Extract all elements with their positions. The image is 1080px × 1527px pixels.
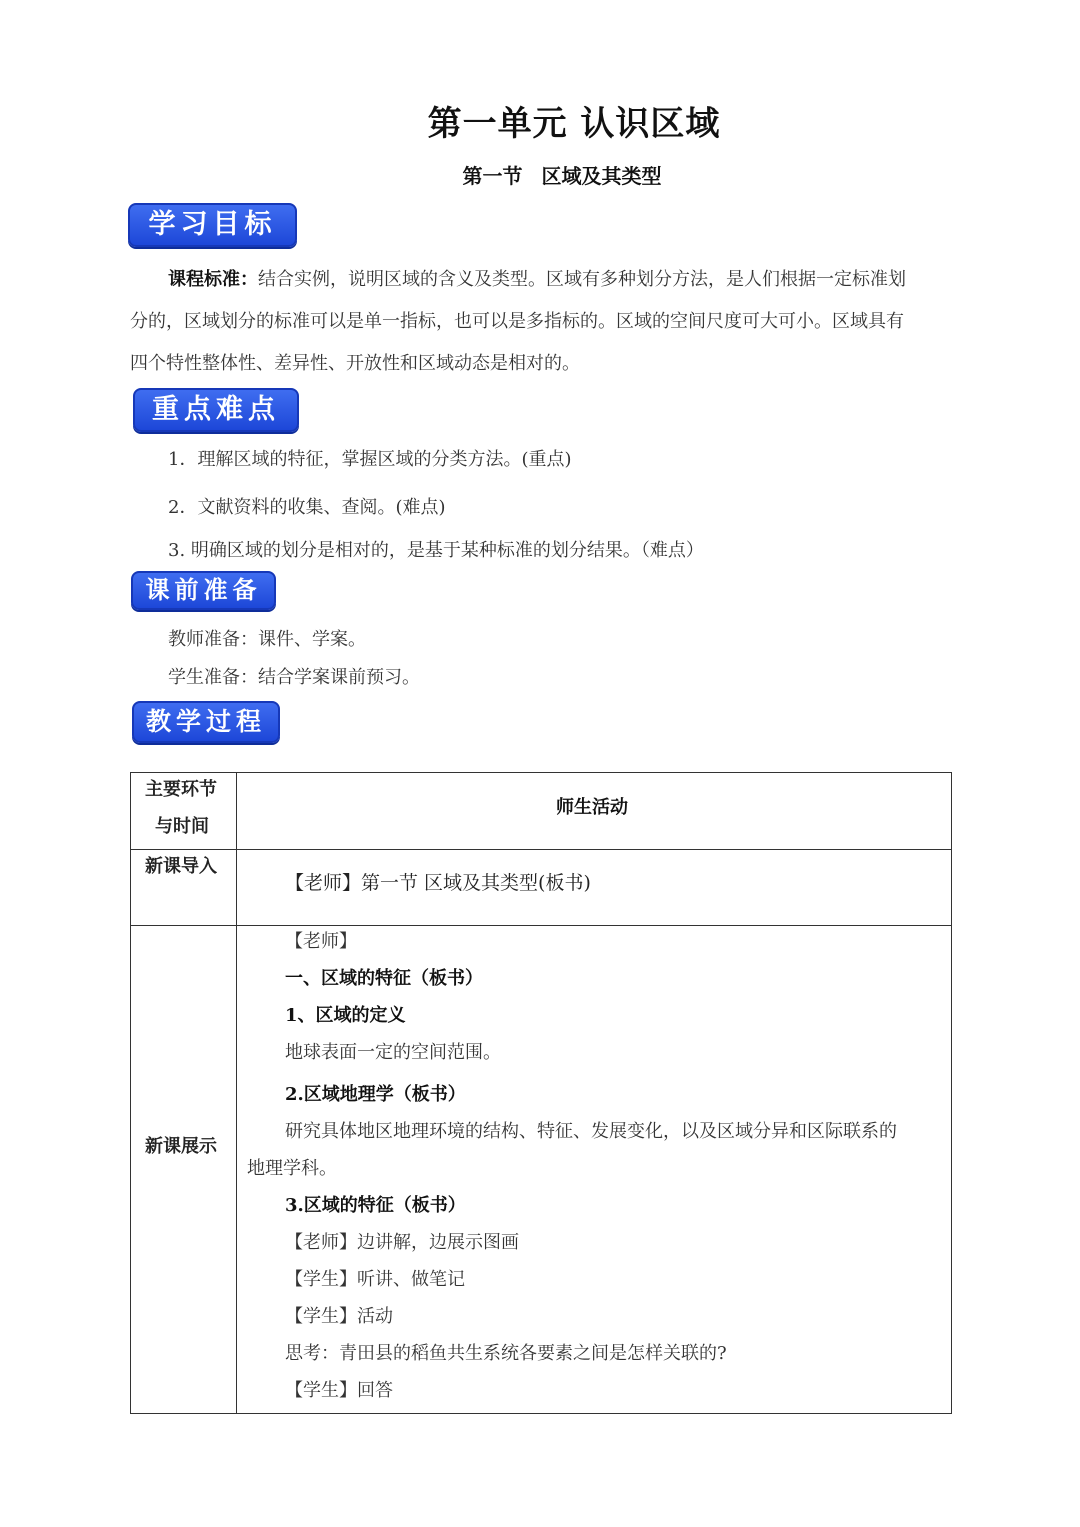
header-cell-activity — [237, 773, 952, 850]
header-stage-line-2: 与时间 — [155, 816, 209, 837]
activity-line-4: 地球表面一定的空间范围。 — [285, 1042, 501, 1063]
table-row-presentation — [131, 926, 952, 1414]
activity-line-9: 【老师】边讲解，边展示图画 — [285, 1232, 519, 1253]
curriculum-standard-label: 课程标准： — [168, 269, 258, 290]
section-subtitle: 第一节 区域及其类型 — [462, 164, 662, 188]
intro-activity-text: 【老师】第一节 区域及其类型(板书) — [285, 872, 591, 894]
activity-line-11: 【学生】活动 — [285, 1306, 393, 1327]
teacher-preparation: 教师准备：课件、学案。 — [168, 629, 366, 650]
stage-label-presentation: 新课展示 — [145, 1136, 217, 1157]
header-cell-stage — [131, 773, 237, 850]
activity-line-8: 3.区域的特征（板书） — [285, 1195, 466, 1216]
stage-cell-presentation — [131, 926, 237, 1414]
header-activity: 师生活动 — [556, 797, 628, 818]
header-stage-line-1: 主要环节 — [145, 779, 217, 800]
learning-goals-badge: 学习目标 — [128, 203, 297, 247]
key-point-2: 2．文献资料的收集、查阅。(难点) — [168, 497, 446, 518]
stage-cell-intro — [131, 850, 237, 926]
teaching-process-badge: 教学过程 — [132, 701, 280, 743]
student-preparation: 学生准备：结合学案课前预习。 — [168, 667, 420, 688]
activity-cell-intro — [237, 850, 952, 926]
activity-line-5: 2.区域地理学（板书） — [285, 1084, 466, 1105]
activity-line-10: 【学生】听讲、做笔记 — [285, 1269, 465, 1290]
key-difficult-points-badge: 重点难点 — [133, 388, 299, 432]
activity-line-12: 思考：青田县的稻鱼共生系统各要素之间是怎样关联的? — [285, 1343, 727, 1364]
key-point-1: 1．理解区域的特征，掌握区域的分类方法。(重点) — [168, 449, 572, 470]
table-row-intro — [131, 850, 952, 926]
curriculum-standard-text-3: 四个特性整体性、差异性、开放性和区域动态是相对的。 — [130, 353, 580, 374]
activity-cell-presentation — [237, 926, 952, 1414]
curriculum-standard-text-1: 结合实例，说明区域的含义及类型。区域有多种划分方法，是人们根据一定标准划 — [258, 269, 906, 290]
teaching-process-table — [130, 772, 952, 1414]
activity-line-2: 一、区域的特征（板书） — [285, 968, 483, 989]
class-preparation-badge: 课前准备 — [131, 571, 276, 610]
activity-line-3: 1、区域的定义 — [285, 1005, 406, 1026]
activity-line-6: 研究具体地区地理环境的结构、特征、发展变化，以及区域分异和区际联系的 — [285, 1121, 897, 1142]
stage-label-intro: 新课导入 — [145, 856, 217, 877]
key-point-3: 3. 明确区域的划分是相对的，是基于某种标准的划分结果。（难点） — [168, 540, 704, 561]
unit-title: 第一单元 认识区域 — [427, 104, 721, 144]
activity-line-13: 【学生】回答 — [285, 1380, 393, 1401]
activity-line-7: 地理学科。 — [247, 1158, 337, 1179]
activity-line-1: 【老师】 — [285, 931, 357, 952]
curriculum-standard-text-2: 分的，区域划分的标准可以是单一指标，也可以是多指标的。区域的空间尺度可大可小。区域具有 — [130, 311, 904, 332]
table-header-row — [131, 773, 952, 850]
curriculum-standard-paragraph — [130, 259, 952, 385]
